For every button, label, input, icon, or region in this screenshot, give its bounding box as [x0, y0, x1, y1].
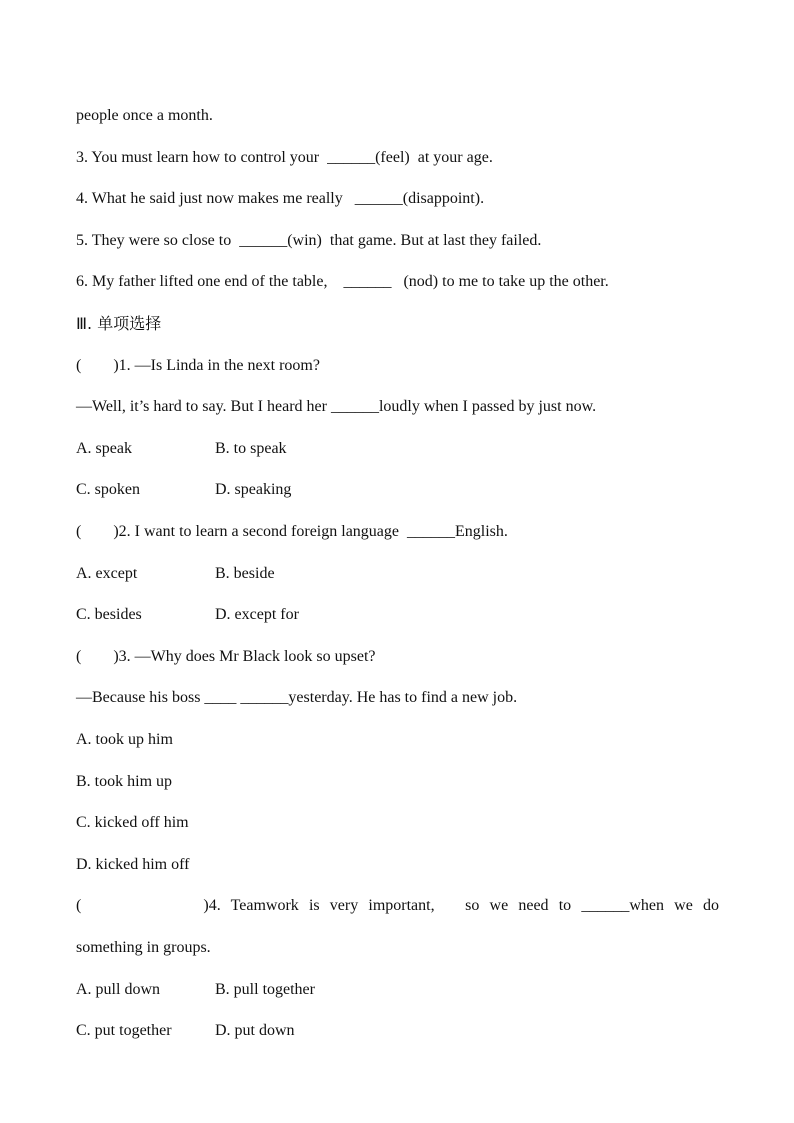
- mcq-3-stem-cont: —Because his boss ____ ______yesterday. He has to find a new job.: [76, 689, 518, 706]
- mcq-4-option-d: D. put down: [215, 1022, 295, 1039]
- mcq-1-stem-cont: —Well, it’s hard to say. But I heard her ______loudly when I passed by just now.: [76, 398, 597, 415]
- mcq-3-stem: ( )3. —Why does Mr Black look so upset?: [76, 648, 376, 665]
- fill-in-q3: 3. You must learn how to control your ______(feel) at your age.: [76, 149, 493, 166]
- fill-in-q6: 6. My father lifted one end of the table, ______ (nod) to me to take up the other.: [76, 273, 609, 290]
- mcq-2-stem: ( )2. I want to learn a second foreign language ______English.: [76, 523, 508, 540]
- mcq-1-option-c: C. spoken: [76, 481, 140, 498]
- mcq-2-option-b: B. beside: [215, 565, 275, 582]
- mcq-4-option-b: B. pull together: [215, 981, 315, 998]
- mcq-4-option-c: C. put together: [76, 1022, 172, 1039]
- mcq-3-option-a: A. took up him: [76, 731, 173, 748]
- mcq-3-option-d: D. kicked him off: [76, 856, 190, 873]
- mcq-4-stem-cont: something in groups.: [76, 939, 211, 956]
- mcq-2-option-d: D. except for: [215, 606, 299, 623]
- mcq-4-option-a: A. pull down: [76, 981, 160, 998]
- mcq-2-option-c: C. besides: [76, 606, 142, 623]
- mcq-2-option-a: A. except: [76, 565, 138, 582]
- fill-in-q2-continuation: people once a month.: [76, 107, 213, 124]
- fill-in-q4: 4. What he said just now makes me really ______(disappoint).: [76, 190, 485, 207]
- mcq-1-option-b: B. to speak: [215, 440, 287, 457]
- section-title: Ⅲ. 单项选择: [76, 314, 162, 333]
- fill-in-q5: 5. They were so close to ______(win) that game. But at last they failed.: [76, 232, 542, 249]
- mcq-3-option-c: C. kicked off him: [76, 814, 189, 831]
- mcq-1-option-d: D. speaking: [215, 481, 292, 498]
- mcq-1-stem: ( )1. —Is Linda in the next room?: [76, 357, 320, 374]
- mcq-3-option-b: B. took him up: [76, 773, 173, 790]
- mcq-1-option-a: A. speak: [76, 440, 132, 457]
- mcq-4-stem: ( )4. Teamwork is very important, so we need to ______when we do: [76, 897, 719, 914]
